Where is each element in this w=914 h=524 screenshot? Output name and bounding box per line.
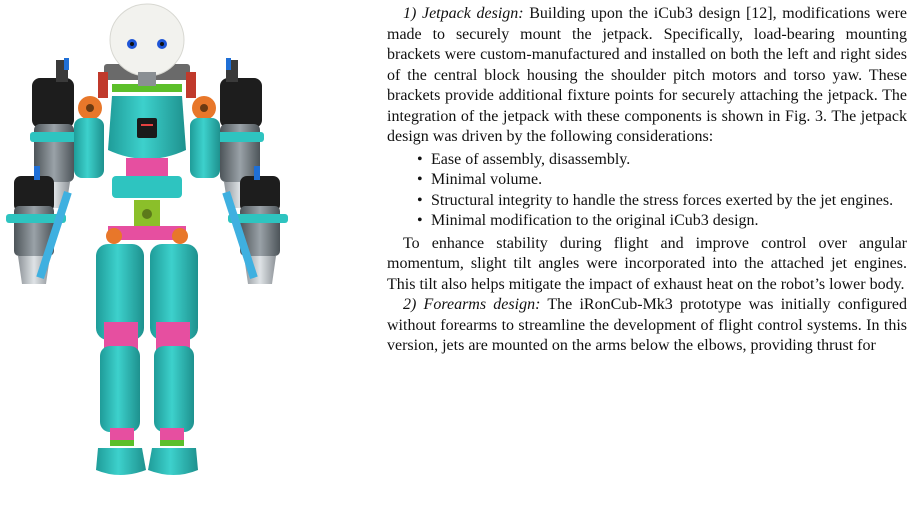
robot-illustration	[0, 0, 380, 519]
right-foot	[148, 448, 198, 475]
right-shin	[154, 346, 194, 432]
jetpack-design-heading: 1) Jetpack design:	[403, 5, 524, 22]
left-upper-arm	[74, 118, 104, 178]
list-item: • Minimal modification to the original iCub3 design.	[387, 211, 907, 232]
list-item: • Structural integrity to handle the stress forces exerted by the jet engines.	[387, 191, 907, 212]
forearms-design-text: The iRonCub-Mk3 prototype was initially configured without forearms to streamline the development of flight control systems. In this version, jets are mounted on the arms below the elbows, providing thrust for	[387, 296, 908, 354]
list-item: • Minimal volume.	[387, 170, 907, 191]
text-column	[387, 4, 907, 357]
robot-figure	[0, 0, 380, 519]
tilt-paragraph: To enhance stability during flight and improve control over angular momentum, slight tilt angles were incorporated into the attached jet engines. This tilt also helps mitigate the impact of exhaust heat on the robot’s lower body.	[387, 234, 907, 293]
jetpack-design-text: Building upon the iCub3 design [12], modifications were made to securely mount the jetpack. Specifically, load-bearing mounting brackets were custom-manufactured and installed on both the left and right sides of the central block housing the shoulder pitch motors and torso yaw. These brackets provide additional fixture points for securely attaching the jetpack. The integration of the jetpack with these components is shown in Fig. 3. The jetpack design was driven by the following considerations:	[387, 5, 908, 145]
forearms-design-heading: 2) Forearms design:	[403, 296, 541, 313]
left-shin	[100, 346, 140, 432]
jetpack-design-paragraph	[387, 4, 907, 148]
left-foot	[96, 448, 146, 475]
forearms-design-paragraph	[387, 295, 907, 357]
robot-torso	[108, 96, 186, 228]
list-item: • Ease of assembly, disassembly.	[387, 150, 907, 171]
considerations-list	[387, 150, 907, 232]
right-upper-arm	[190, 118, 220, 178]
